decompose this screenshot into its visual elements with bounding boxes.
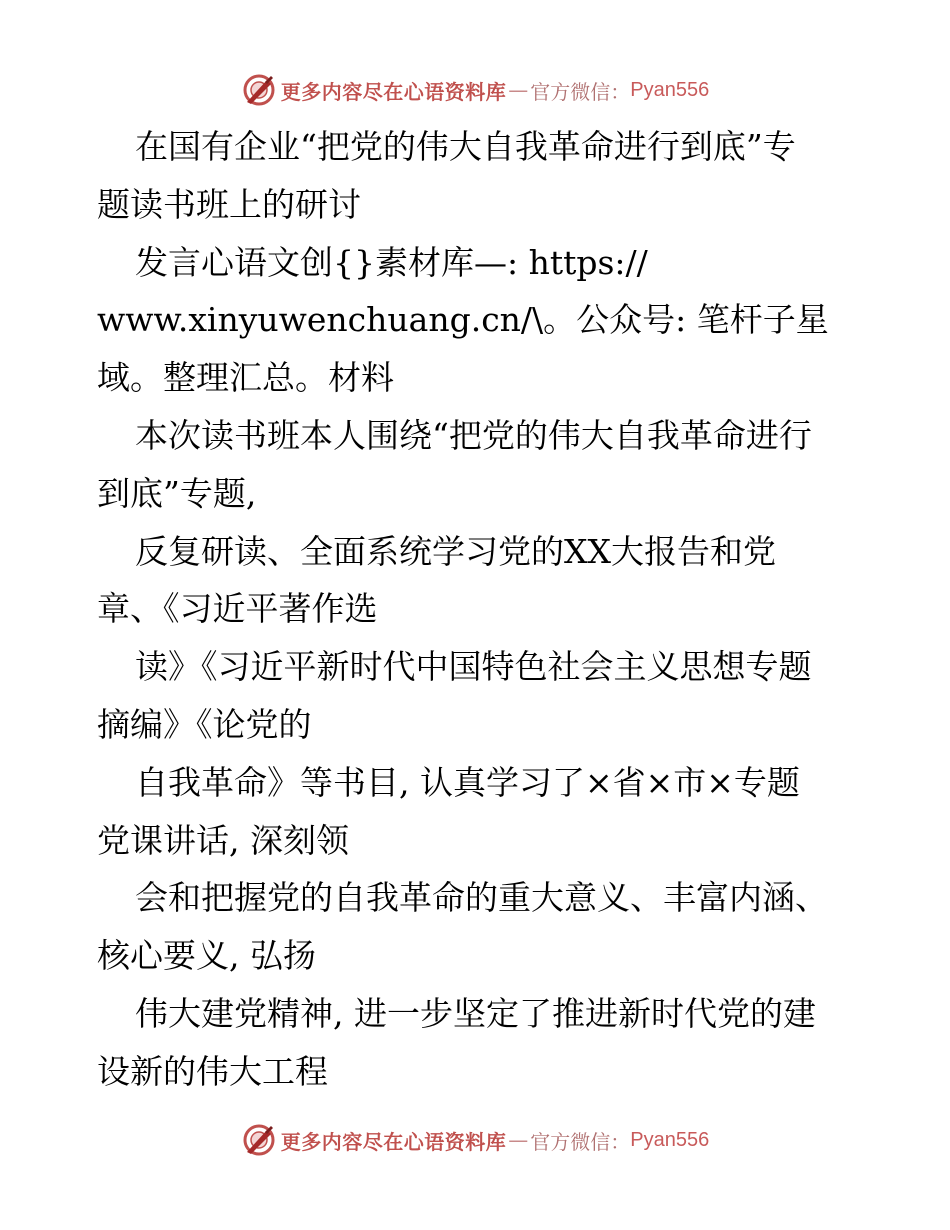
watermark-brand: 更多内容尽在心语资料库 xyxy=(280,1129,507,1154)
watermark-separator: — xyxy=(508,78,529,102)
text-line: 设新的伟大工程 xyxy=(97,1051,328,1091)
watermark-wechat-label: 官方微信： xyxy=(530,1129,631,1154)
watermark-banner-top xyxy=(0,70,950,110)
document-body xyxy=(97,118,897,1101)
text-line: 反复研读、全面系统学习党的XX大报告和党 xyxy=(135,531,776,571)
watermark-wechat-label: 官方微信： xyxy=(530,79,631,104)
text-line: 核心要义, 弘扬 xyxy=(97,936,316,976)
text-line: 在国有企业“把党的伟大自我革命进行到底”专 xyxy=(135,127,796,166)
text-line: 题读书班上的研讨 xyxy=(97,184,361,224)
text-line: 自我革命》等书目, 认真学习了×省×市×专题 xyxy=(135,762,800,802)
text-line: 会和把握党的自我革命的重大意义、丰富内涵、 xyxy=(135,878,828,918)
quill-logo-icon xyxy=(241,1122,277,1158)
watermark-wechat-account: Pyan556 xyxy=(630,78,710,101)
text-line: 摘编》《论党的 xyxy=(97,704,312,744)
text-line: www.xinyuwenchuang.cn/\。公众号: 笔杆子星 xyxy=(97,300,829,340)
watermark-banner-bottom xyxy=(0,1120,950,1160)
watermark-wechat-account: Pyan556 xyxy=(630,1128,710,1151)
text-line: 发言心语文创{}素材库—: https:// xyxy=(135,242,648,282)
text-line: 读》《习近平新时代中国特色社会主义思想专题 xyxy=(135,647,812,687)
text-line: 党课讲话, 深刻领 xyxy=(97,820,349,860)
text-line: 到底”专题, xyxy=(97,473,257,513)
quill-logo-icon xyxy=(241,72,277,108)
text-line: 章、《习近平著作选 xyxy=(97,589,378,629)
text-line: 域。整理汇总。材料 xyxy=(97,358,394,398)
text-line: 本次读书班本人围绕“把党的伟大自我革命进行 xyxy=(135,415,812,455)
text-line: 伟大建党精神, 进一步坚定了推进新时代党的建 xyxy=(135,993,816,1033)
watermark-separator: — xyxy=(508,1128,529,1152)
watermark-brand: 更多内容尽在心语资料库 xyxy=(280,79,507,104)
